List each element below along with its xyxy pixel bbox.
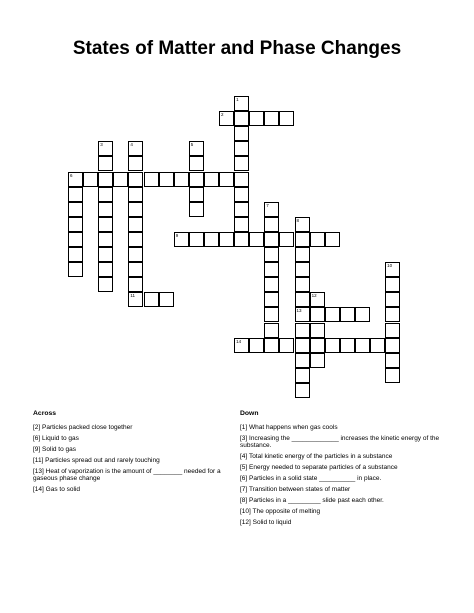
down-heading: Down	[240, 410, 259, 417]
clue-text: Gas to solid	[45, 486, 80, 494]
grid-cell[interactable]	[234, 338, 249, 353]
across-heading: Across	[33, 410, 57, 417]
grid-cell[interactable]	[98, 232, 113, 247]
clue-number: 9	[175, 232, 179, 238]
grid-cell[interactable]	[68, 262, 83, 277]
grid-cell[interactable]	[234, 217, 249, 232]
grid-cell[interactable]	[310, 292, 325, 307]
grid-cell[interactable]	[113, 172, 128, 187]
grid-cell[interactable]	[98, 202, 113, 217]
grid-cell[interactable]	[234, 126, 249, 141]
grid-cell[interactable]	[128, 156, 143, 171]
grid-cell[interactable]	[295, 338, 310, 353]
clue-number: 10	[387, 263, 393, 269]
grid-cell[interactable]	[264, 217, 279, 232]
grid-cell[interactable]	[174, 172, 189, 187]
grid-cell[interactable]	[279, 111, 294, 126]
clue-text: What happens when gas cools	[249, 423, 338, 431]
grid-cell[interactable]	[249, 111, 264, 126]
grid-cell[interactable]	[128, 277, 143, 292]
grid-cell[interactable]	[310, 353, 325, 368]
grid-cell[interactable]	[189, 156, 204, 171]
grid-cell[interactable]	[234, 172, 249, 187]
grid-cell[interactable]	[295, 368, 310, 383]
grid-cell[interactable]	[98, 172, 113, 187]
grid-cell[interactable]	[385, 277, 400, 292]
grid-cell[interactable]	[159, 172, 174, 187]
clue-label: [14]	[33, 486, 44, 494]
clue-across-2	[33, 424, 229, 432]
clue-label: [8]	[240, 497, 248, 505]
clue-label: [11]	[33, 456, 44, 464]
grid-cell[interactable]	[219, 172, 234, 187]
grid-cell[interactable]	[264, 277, 279, 292]
clue-number: 5	[190, 142, 194, 148]
clue-down-12	[240, 519, 445, 527]
clue-text: Total kinetic energy of the particles in a substance	[248, 453, 393, 461]
grid-cell[interactable]	[83, 172, 98, 187]
grid-cell[interactable]	[295, 232, 310, 247]
grid-cell[interactable]	[295, 217, 310, 232]
grid-cell[interactable]	[128, 247, 143, 262]
clue-down-3	[240, 435, 445, 450]
grid-cell[interactable]	[264, 323, 279, 338]
grid-cell[interactable]	[385, 353, 400, 368]
clue-down-8	[240, 497, 445, 505]
grid-cell[interactable]	[340, 307, 355, 322]
grid-cell[interactable]	[355, 307, 370, 322]
grid-cell[interactable]	[249, 232, 264, 247]
grid-cell[interactable]	[234, 141, 249, 156]
clue-across-11	[33, 457, 229, 465]
clue-label: [9]	[33, 445, 41, 453]
grid-cell[interactable]	[264, 111, 279, 126]
clue-label: [4]	[240, 453, 248, 461]
clue-number: 3	[100, 142, 103, 148]
grid-cell[interactable]	[98, 217, 113, 232]
grid-cell[interactable]	[355, 338, 370, 353]
grid-cell[interactable]	[385, 323, 400, 338]
grid-cell[interactable]	[204, 232, 219, 247]
grid-cell[interactable]	[385, 368, 400, 383]
clue-number: 12	[311, 293, 317, 299]
clue-text: Solid to liquid	[252, 519, 292, 527]
grid-cell[interactable]	[295, 323, 310, 338]
grid-cell[interactable]	[128, 292, 143, 307]
clue-down-7	[240, 486, 445, 494]
grid-cell[interactable]	[385, 307, 400, 322]
grid-cell[interactable]	[219, 111, 234, 126]
grid-cell[interactable]	[310, 232, 325, 247]
grid-cell[interactable]	[234, 232, 249, 247]
grid-cell[interactable]	[325, 338, 340, 353]
grid-cell[interactable]	[128, 232, 143, 247]
grid-cell[interactable]	[385, 262, 400, 277]
clue-text: Particles packed close together	[42, 423, 133, 431]
grid-cell[interactable]	[128, 187, 143, 202]
clue-label: [10]	[240, 508, 251, 516]
grid-cell[interactable]	[295, 247, 310, 262]
clue-text: Increasing the _____________ increases the kinetic energy of the substance.	[240, 434, 440, 450]
grid-cell[interactable]	[295, 383, 310, 398]
clue-text: Particles in a solid state __________ in place.	[249, 475, 382, 483]
grid-cell[interactable]	[310, 323, 325, 338]
grid-cell[interactable]	[325, 232, 340, 247]
clue-number: 13	[296, 308, 302, 314]
grid-cell[interactable]	[68, 172, 83, 187]
clue-number: 2	[221, 112, 224, 118]
clue-down-1	[240, 424, 445, 432]
clue-down-4	[240, 453, 445, 461]
page-title: States of Matter and Phase Changes	[72, 38, 402, 59]
grid-cell[interactable]	[295, 277, 310, 292]
clue-text: Solid to gas	[42, 445, 77, 453]
clue-down-6	[240, 475, 445, 483]
clue-text: Particles spread out and rarely touching	[45, 456, 160, 464]
grid-cell[interactable]	[279, 232, 294, 247]
grid-cell[interactable]	[68, 202, 83, 217]
clue-label: [7]	[240, 486, 248, 494]
clue-label: [2]	[33, 423, 41, 431]
grid-cell[interactable]	[189, 187, 204, 202]
across-clues	[33, 410, 229, 497]
grid-cell[interactable]	[264, 292, 279, 307]
grid-cell[interactable]	[295, 292, 310, 307]
clue-down-5	[240, 464, 445, 472]
grid-cell[interactable]	[68, 232, 83, 247]
grid-cell[interactable]	[174, 232, 189, 247]
grid-cell[interactable]	[219, 232, 234, 247]
grid-cell[interactable]	[189, 202, 204, 217]
grid-cell[interactable]	[385, 292, 400, 307]
clue-label: [1]	[240, 423, 248, 431]
grid-cell[interactable]	[189, 232, 204, 247]
clue-number: 11	[130, 293, 136, 299]
clue-number: 4	[130, 142, 133, 148]
down-clues	[240, 410, 445, 530]
clue-label: [3]	[240, 434, 248, 442]
clue-label: [12]	[240, 519, 251, 527]
grid-cell[interactable]	[98, 247, 113, 262]
grid-cell[interactable]	[295, 353, 310, 368]
grid-cell[interactable]	[144, 172, 159, 187]
clue-number: 6	[70, 172, 73, 178]
grid-cell[interactable]	[68, 217, 83, 232]
grid-cell[interactable]	[234, 187, 249, 202]
clue-number: 8	[296, 217, 300, 223]
clue-text: The opposite of melting	[252, 508, 321, 516]
grid-cell[interactable]	[98, 187, 113, 202]
grid-cell[interactable]	[128, 217, 143, 232]
grid-cell[interactable]	[68, 187, 83, 202]
clue-text: Heat of vaporization is the amount of ________ needed for a gaseous phase change	[33, 467, 221, 483]
grid-cell[interactable]	[310, 307, 325, 322]
clue-across-14	[33, 486, 229, 494]
grid-cell[interactable]	[98, 262, 113, 277]
grid-cell[interactable]	[128, 172, 143, 187]
grid-cell[interactable]	[98, 156, 113, 171]
clue-label: [5]	[240, 464, 248, 472]
grid-cell[interactable]	[264, 232, 279, 247]
grid-cell[interactable]	[325, 307, 340, 322]
grid-cell[interactable]	[264, 247, 279, 262]
clue-across-9	[33, 446, 229, 454]
clue-text: Transition between states of matter	[248, 486, 351, 494]
grid-cell[interactable]	[98, 277, 113, 292]
grid-cell[interactable]	[264, 307, 279, 322]
clue-label: [13]	[33, 467, 44, 475]
grid-cell[interactable]	[370, 338, 385, 353]
grid-cell[interactable]	[68, 247, 83, 262]
grid-cell[interactable]	[98, 141, 113, 156]
clue-down-10	[240, 508, 445, 516]
grid-cell[interactable]	[310, 338, 325, 353]
clue-text: Energy needed to separate particles of a substance	[249, 464, 398, 472]
grid-cell[interactable]	[189, 172, 204, 187]
grid-cell[interactable]	[144, 292, 159, 307]
grid-cell[interactable]	[234, 202, 249, 217]
grid-cell[interactable]	[385, 338, 400, 353]
grid-cell[interactable]	[234, 111, 249, 126]
grid-cell[interactable]	[264, 338, 279, 353]
grid-cell[interactable]	[264, 262, 279, 277]
grid-cell[interactable]	[128, 141, 143, 156]
grid-cell[interactable]	[279, 338, 294, 353]
clue-across-6	[33, 435, 229, 443]
grid-cell[interactable]	[295, 262, 310, 277]
clue-label: [6]	[240, 475, 248, 483]
grid-cell[interactable]	[128, 202, 143, 217]
grid-cell[interactable]	[264, 202, 279, 217]
grid-cell[interactable]	[189, 141, 204, 156]
clue-number: 1	[236, 97, 239, 102]
clue-number: 7	[266, 202, 269, 208]
grid-cell[interactable]	[340, 338, 355, 353]
clue-text: Liquid to gas	[42, 434, 79, 442]
grid-cell[interactable]	[249, 338, 264, 353]
grid-cell[interactable]	[128, 262, 143, 277]
grid-cell[interactable]	[159, 292, 174, 307]
clue-across-13	[33, 468, 229, 483]
grid-cell[interactable]	[204, 172, 219, 187]
grid-cell[interactable]	[295, 307, 310, 322]
grid-cell[interactable]	[234, 156, 249, 171]
clue-label: [6]	[33, 434, 41, 442]
clue-number: 14	[236, 338, 242, 344]
clue-text: Particles in a _________ slide past each other.	[249, 497, 384, 505]
grid-cell[interactable]	[234, 96, 249, 111]
